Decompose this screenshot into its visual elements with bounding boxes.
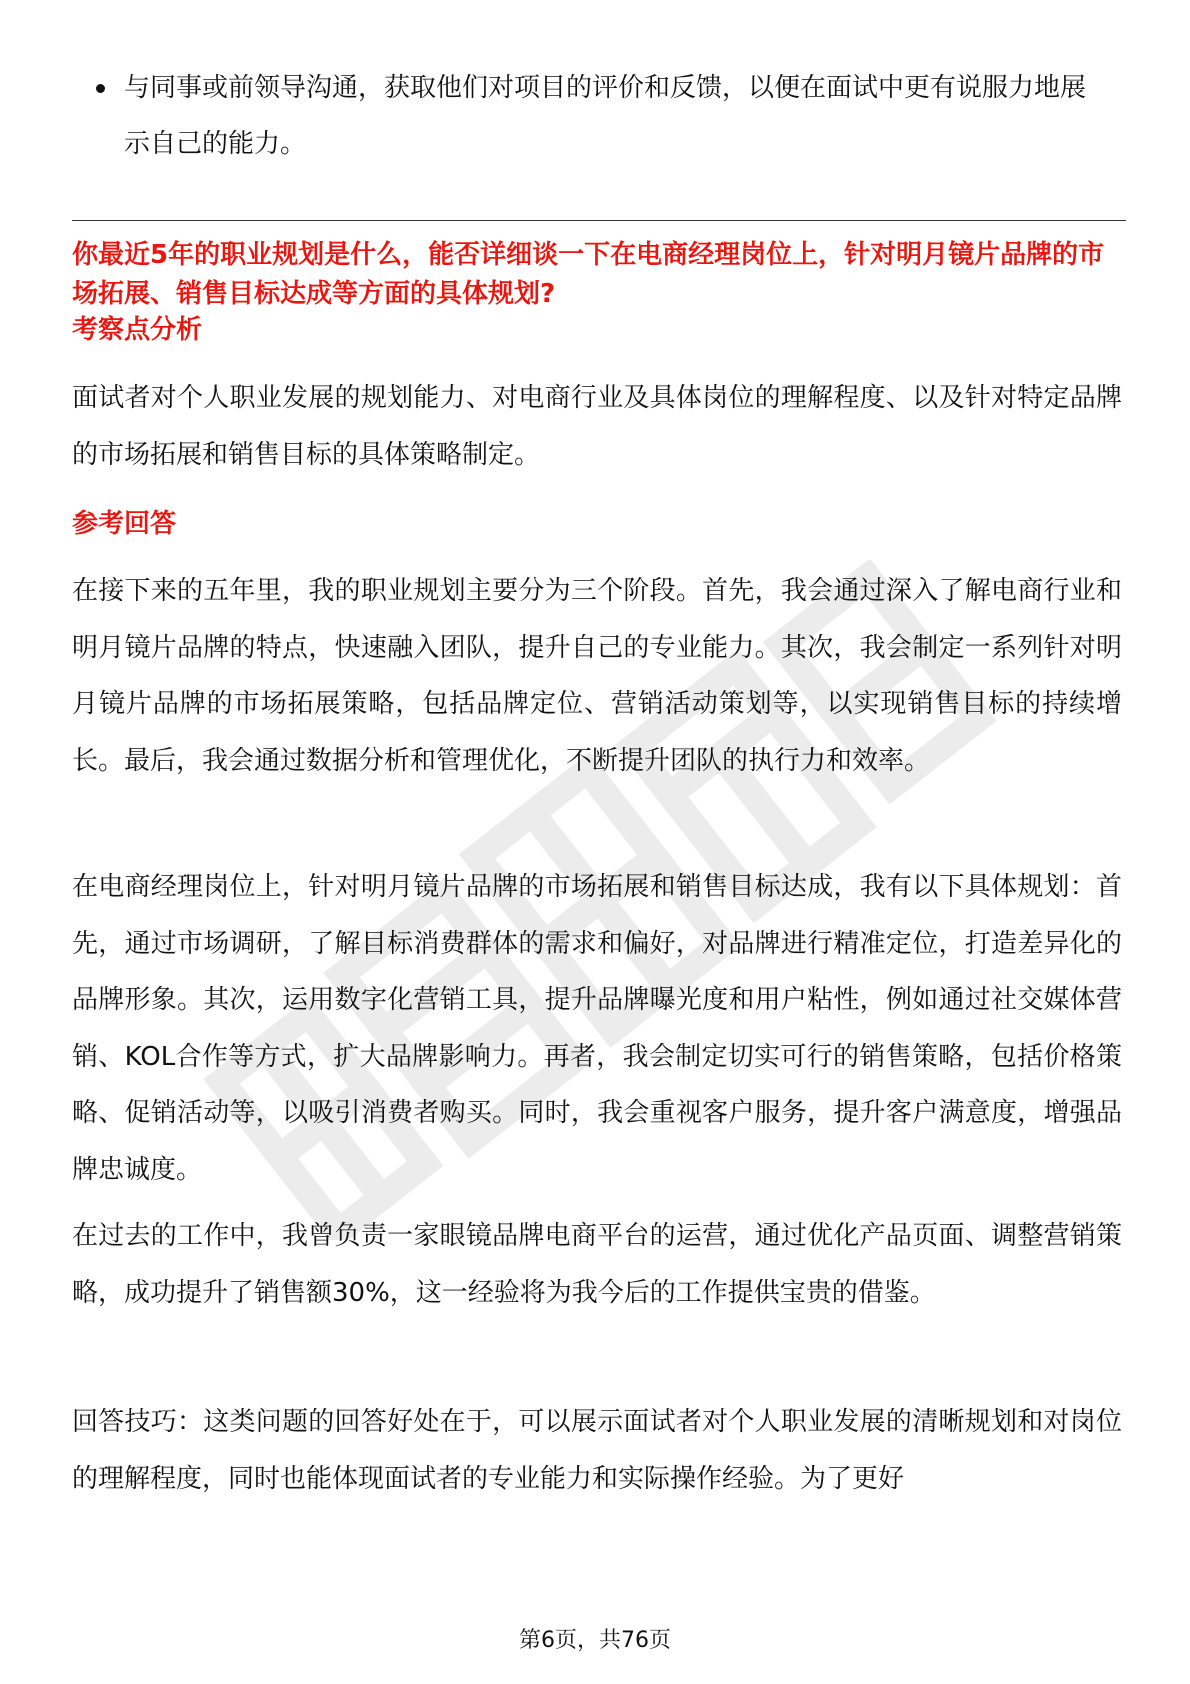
bullet-text: 与同事或前领导沟通，获取他们对项目的评价和反馈，以便在面试中更有说服力地展示自己的能力。 — [124, 73, 1087, 159]
answer-heading: 参考回答 — [72, 509, 177, 539]
answer-tips-paragraph: 回答技巧：这类问题的回答好处在于，可以展示面试者对个人职业发展的清晰规划和对岗位的理解程度，同时也能体现面试者的专业能力和实际操作经验。为了更好 — [72, 1407, 1122, 1494]
answer-paragraph-3: 在过去的工作中，我曾负责一家眼镜品牌电商平台的运营，通过优化产品页面、调整营销策略，成功提升了销售额30%，这一经验将为我今后的工作提供宝贵的借鉴。 — [72, 1221, 1122, 1308]
bullet-icon — [96, 84, 105, 93]
answer-paragraph-2: 在电商经理岗位上，针对明月镜片品牌的市场拓展和销售目标达成，我有以下具体规划：首先，通过市场调研，了解目标消费群体的需求和偏好，对品牌进行精准定位，打造差异化的品牌形象。其次，运用数字化营销工具，提升品牌曝光度和用户粘性，例如通过社交媒体营销、KOL合作等方式，扩大品牌影响力。再者，我会制定切实可行的销售策略，包括价格策略、促销活动等，以吸引消费者购买。同时，我会重视客户服务，提升客户满意度，增强品牌忠诚度。 — [72, 872, 1122, 1185]
answer-paragraph-1: 在接下来的五年里，我的职业规划主要分为三个阶段。首先，我会通过深入了解电商行业和明月镜片品牌的特点，快速融入团队，提升自己的专业能力。其次，我会制定一系列针对明月镜片品牌的市场拓展策略，包括品牌定位、营销活动策划等，以实现销售目标的持续增长。最后，我会通过数据分析和管理优化，不断提升团队的执行力和效率。 — [72, 576, 1122, 776]
question-title: 你最近5年的职业规划是什么，能否详细谈一下在电商经理岗位上，针对明月镜片品牌的市场拓展、销售目标达成等方面的具体规划? — [72, 240, 1105, 309]
section-divider — [72, 220, 1126, 221]
bullet-item — [96, 60, 1106, 172]
page-number: 第6页，共76页 — [519, 1628, 671, 1653]
analysis-heading: 考察点分析 — [72, 315, 203, 345]
analysis-paragraph: 面试者对个人职业发展的规划能力、对电商行业及具体岗位的理解程度、以及针对特定品牌的市场拓展和销售目标的具体策略制定。 — [72, 383, 1122, 470]
